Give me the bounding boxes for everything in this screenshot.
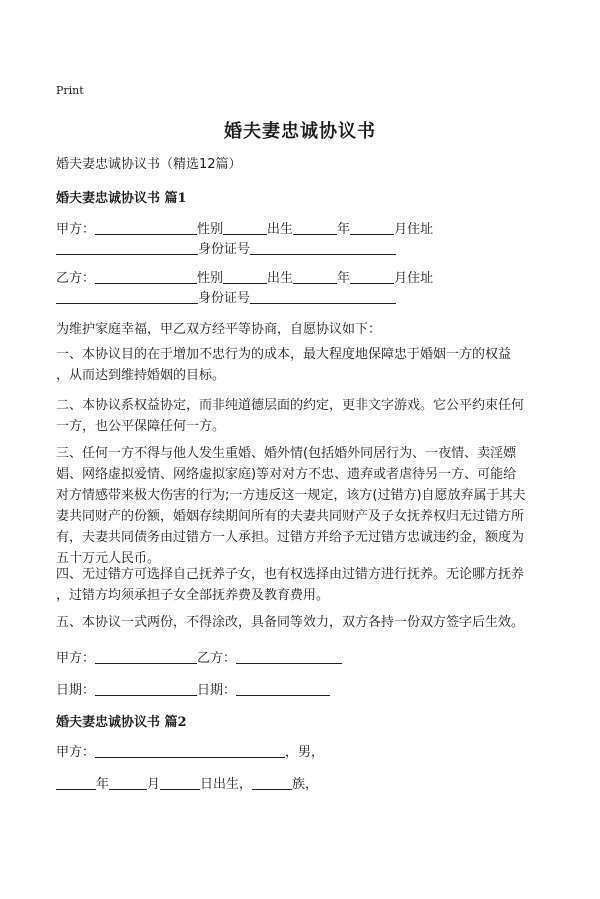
party-a-info-line: [56, 218, 433, 237]
section-heading-1: 婚夫妻忠诚协议书 篇1: [56, 191, 187, 206]
date-b-label: 日期：: [197, 683, 237, 698]
party-b-id-line: [56, 287, 396, 306]
party-a-year-label: 年: [337, 222, 351, 237]
party-b-month-blank: [350, 269, 394, 284]
signature-party-b-blank: [236, 649, 342, 664]
section-2-party-a-line: [56, 741, 324, 760]
clause-3-line: 对方情感带来极大伤害的行为;一方违反这一规定，该方(过错方)自愿放弃属于其夫: [56, 488, 526, 503]
section-2-birth-line: [56, 773, 318, 792]
clause-2-line: 一方，也公平保障任何一方。: [56, 419, 226, 434]
print-link[interactable]: Print: [56, 84, 84, 97]
clause-1-line: 一、本协议目的在于增加不忠行为的成本，最大程度地保障忠于婚姻一方的权益: [56, 347, 512, 362]
signature-party-a-blank: [95, 649, 197, 664]
party-b-gender-label: 性别: [197, 271, 224, 286]
party-a-id-line: [56, 238, 396, 257]
party-a-id-blank: [250, 240, 396, 255]
clause-3-line: 妻共同财产的份额，婚姻存续期间所有的夫妻共同财产及子女抚养权归无过错方所: [56, 509, 525, 524]
clause-5-line: 五、本协议一式两份，不得涂改，具备同等效力，双方各持一份双方签字后生效。: [56, 615, 525, 630]
birth-day-blank: [160, 775, 200, 790]
party-b-address-blank: [56, 289, 198, 304]
party-a-id-label: 身份证号: [198, 242, 251, 257]
party-a-born-blank: [293, 220, 337, 235]
clause-1-line: ，从而达到维持婚姻的目标。: [56, 368, 226, 383]
birth-month-blank: [109, 775, 147, 790]
birth-day-label: 日出生，: [200, 777, 253, 792]
party-b-id-blank: [250, 289, 396, 304]
clause-4-line: 四、无过错方可选择自己抚养子女，也有权选择由过错方进行抚养。无论哪方抚养: [56, 567, 525, 582]
clause-4: [56, 564, 548, 606]
party-b-year-label: 年: [337, 271, 351, 286]
party-a-gender-label: 性别: [197, 222, 224, 237]
signature-line: [56, 647, 342, 666]
party-a-month-address-label: 月住址: [394, 222, 434, 237]
party-a-label: 甲方：: [56, 222, 96, 237]
section-heading-2: 婚夫妻忠诚协议书 篇2: [56, 715, 187, 730]
clause-3-line: 三、任何一方不得与他人发生重婚、婚外情(包括婚外同居行为、一夜情、卖淫嫖: [56, 446, 517, 461]
section-2-party-a-label: 甲方：: [56, 745, 96, 760]
party-a-born-label: 出生: [267, 222, 294, 237]
party-b-born-blank: [293, 269, 337, 284]
clause-3: [56, 443, 548, 569]
party-b-name-blank: [95, 269, 197, 284]
birth-year-label: 年: [96, 777, 110, 792]
party-b-gender-blank: [223, 269, 267, 284]
party-b-month-address-label: 月住址: [394, 271, 434, 286]
signature-party-b-label: 乙方：: [197, 651, 237, 666]
clause-2-line: 二、本协议系权益协定，而非纯道德层面的约定，更非文字游戏。它公平约束任何: [56, 398, 525, 413]
party-b-id-label: 身份证号: [198, 291, 251, 306]
party-b-born-label: 出生: [267, 271, 294, 286]
clause-3-line: 五十万元人民币。: [56, 551, 161, 566]
party-a-name-blank: [95, 220, 197, 235]
party-a-gender-blank: [223, 220, 267, 235]
document-title: 婚夫妻忠诚协议书: [224, 121, 376, 142]
signature-party-a-label: 甲方：: [56, 651, 96, 666]
date-a-blank: [95, 681, 197, 696]
party-b-info-line: [56, 267, 433, 286]
date-line: [56, 679, 330, 698]
section-2-party-a-blank: [95, 743, 285, 758]
clause-5: [56, 612, 548, 633]
date-a-label: 日期：: [56, 683, 96, 698]
birth-month-label: 月: [147, 777, 161, 792]
document-subtitle: 婚夫妻忠诚协议书（精选12篇）: [56, 157, 242, 172]
clause-3-line: 娼、网络虚拟爱情、网络虚拟家庭)等对对方不忠、遗弃或者虐待另一方、可能给: [56, 467, 517, 482]
party-a-month-blank: [350, 220, 394, 235]
clause-4-line: ，过错方均须承担子女全部抚养费及教育费用。: [56, 588, 330, 603]
clause-2: [56, 395, 548, 437]
agreement-intro: 为维护家庭幸福，甲乙双方经平等协商，自愿协议如下：: [56, 322, 382, 337]
birth-year-blank: [56, 775, 96, 790]
clause-1: [56, 344, 548, 386]
section-2-male-label: ，男，: [285, 745, 325, 760]
clause-3-line: 有，夫妻共同债务由过错方一人承担。过错方并给予无过错方忠诚违约金，额度为: [56, 530, 525, 545]
ethnicity-blank: [252, 775, 292, 790]
party-b-label: 乙方：: [56, 271, 96, 286]
party-a-address-blank: [56, 240, 198, 255]
ethnicity-label: 族，: [292, 777, 319, 792]
date-b-blank: [236, 681, 330, 696]
